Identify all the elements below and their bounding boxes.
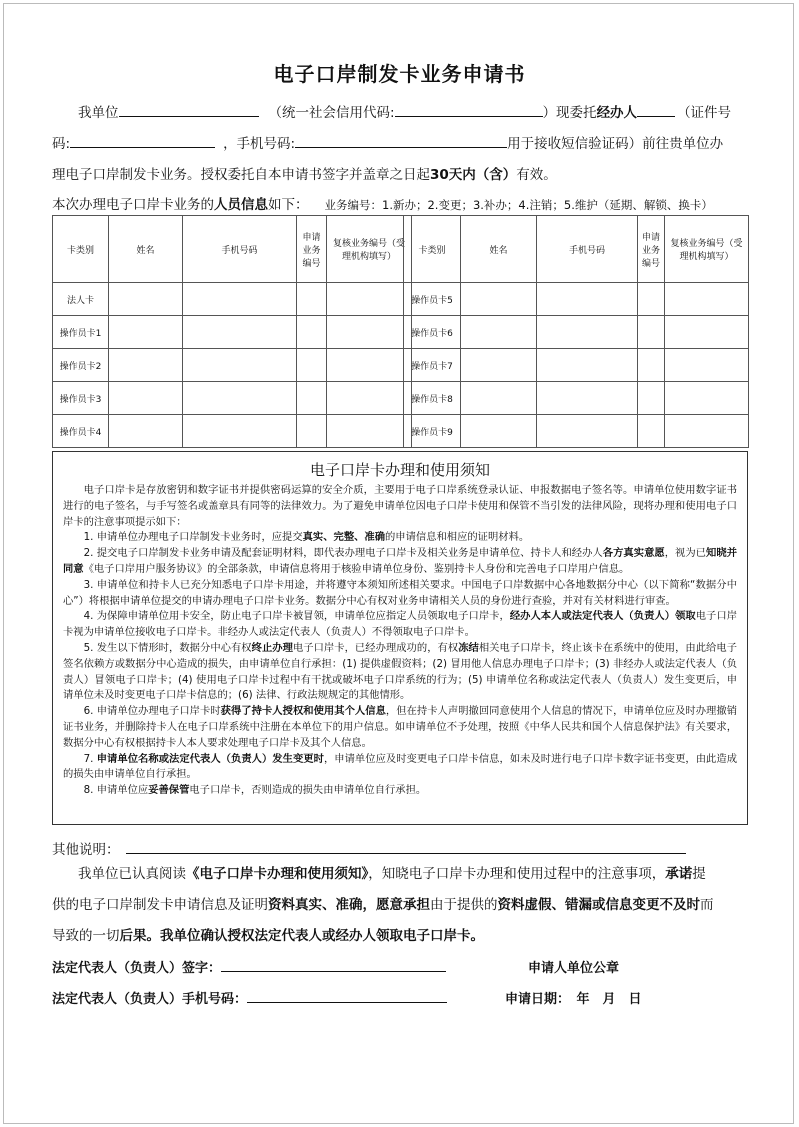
cell-apply[interactable] bbox=[297, 349, 327, 382]
row-label: 操作员卡5 bbox=[404, 283, 461, 316]
notice-box bbox=[52, 451, 748, 825]
cell-phone[interactable] bbox=[183, 349, 297, 382]
rep-phone-field[interactable] bbox=[247, 988, 447, 1003]
cell-apply[interactable] bbox=[638, 349, 665, 382]
rep-signature-field[interactable] bbox=[221, 957, 446, 972]
cell-review[interactable] bbox=[327, 415, 412, 448]
cell-apply[interactable] bbox=[297, 283, 327, 316]
notice-item-7: 7. 申请单位名称或法定代表人（负责人）发生变更时，申请单位应及时变更电子口岸卡信息，如未及时进行电子口岸卡数字证书变更，由此造成的损失由申请单位自行承担。 bbox=[63, 752, 738, 781]
cell-name[interactable] bbox=[461, 283, 537, 316]
cell-apply[interactable] bbox=[297, 382, 327, 415]
header-card-type: 卡类别 bbox=[404, 216, 461, 283]
company-name-field[interactable] bbox=[119, 102, 259, 117]
other-notes-field[interactable] bbox=[126, 839, 686, 854]
cell-apply[interactable] bbox=[297, 316, 327, 349]
intro-line-3: 理电子口岸制发卡业务。授权委托自本申请书签字并盖章之日起30天内（含）有效。 bbox=[52, 167, 557, 183]
notice-item-3: 3. 申请单位和持卡人已充分知悉电子口岸卡用途，并将遵守本须知所述相关要求。中国电子口岸数据中心各地数据分中心（以下简称“数据分中心”）将根据申请单位提交的申请办理电子口岸卡业务。数据分中心有权对业务申请相关人员的身份进行查验，并对有关材料进行审查。 bbox=[63, 578, 737, 607]
apply-date: 申请日期： 年 月 日 bbox=[505, 992, 642, 1007]
row-label: 操作员卡8 bbox=[404, 382, 461, 415]
cell-review[interactable] bbox=[665, 283, 749, 316]
cell-name[interactable] bbox=[109, 415, 183, 448]
other-notes: 其他说明： bbox=[52, 838, 686, 858]
row-label: 操作员卡4 bbox=[53, 415, 109, 448]
row-label: 操作员卡3 bbox=[53, 382, 109, 415]
header-name: 姓名 bbox=[461, 216, 537, 283]
cell-apply[interactable] bbox=[638, 382, 665, 415]
cell-apply[interactable] bbox=[638, 283, 665, 316]
cell-name[interactable] bbox=[461, 382, 537, 415]
cell-phone[interactable] bbox=[537, 382, 638, 415]
declaration-line-1: 我单位已认真阅读《电子口岸卡办理和使用须知》，知晓电子口岸卡办理和使用过程中的注意事项，承诺提 bbox=[78, 866, 706, 882]
company-seal-label: 申请人单位公章 bbox=[528, 961, 620, 976]
declaration-line-2: 供的电子口岸制发卡申请信息及证明资料真实、准确，愿意承担由于提供的资料虚假、错漏或信息变更不及时而 bbox=[52, 897, 714, 913]
cell-phone[interactable] bbox=[537, 349, 638, 382]
cell-phone[interactable] bbox=[183, 382, 297, 415]
row-label: 法人卡 bbox=[53, 283, 109, 316]
header-card-type: 卡类别 bbox=[53, 216, 109, 283]
intro-line-1: 我单位 （统一社会信用代码: ）现委托经办人 （证件号 bbox=[78, 101, 731, 121]
cell-phone[interactable] bbox=[183, 316, 297, 349]
intro-line-4: 本次办理电子口岸卡业务的人员信息如下： 业务编号：1.新办；2.变更；3.补办；4.注销；5.维护（延期、解锁、换卡） bbox=[52, 197, 713, 213]
cell-apply[interactable] bbox=[638, 415, 665, 448]
id-number-field[interactable] bbox=[70, 133, 215, 148]
cell-review[interactable] bbox=[665, 349, 749, 382]
notice-item-5: 5. 发生以下情形时，数据分中心有权终止办理电子口岸卡，已经办理成功的，有权冻结相关电子口岸卡，终止该卡在系统中的使用，由此给电子签名依赖方或数据分中心造成的损失，由申请单位自行承担：(1) 提供虚假资料；(2) 冒用他人信息办理电子口岸卡；(3) 非经办人或法定代表人（负责人）冒领电子口岸卡；(4) 使用电子口岸卡过程中有干扰或破坏电子口岸系统的行为；(5) 申请单位名称或法定代表人（负责人）发生变更后，申请单位未及时变更电子口岸卡信息的；(6) 法律、行政法规规定的其他情形。 bbox=[63, 641, 738, 702]
cell-phone[interactable] bbox=[537, 283, 638, 316]
header-name: 姓名 bbox=[109, 216, 183, 283]
header-apply-code: 申请业务编号 bbox=[297, 216, 327, 283]
notice-item-1: 1. 申请单位办理电子口岸制发卡业务时，应提交真实、完整、准确的申请信息和相应的证明材料。 bbox=[83, 531, 530, 544]
cell-apply[interactable] bbox=[297, 415, 327, 448]
row-label: 操作员卡1 bbox=[53, 316, 109, 349]
notice-item-8: 8. 申请单位应妥善保管电子口岸卡，否则造成的损失由申请单位自行承担。 bbox=[83, 784, 427, 797]
header-review-code: 复核业务编号（受理机构填写） bbox=[665, 216, 749, 283]
cell-phone[interactable] bbox=[537, 415, 638, 448]
notice-title: 电子口岸卡办理和使用须知 bbox=[309, 461, 490, 479]
row-label: 操作员卡7 bbox=[404, 349, 461, 382]
rep-phone: 法定代表人（负责人）手机号码： bbox=[52, 988, 447, 1007]
notice-item-2: 2. 提交电子口岸制发卡业务申请及配套证明材料，即代表办理电子口岸卡及相关业务是申请单位、持卡人和经办人各方真实意愿，视为已知晓并同意《电子口岸用户服务协议》的全部条款，申请信息将用于核验申请单位身份、鉴别持卡人身份和完善电子口岸用户信息。 bbox=[63, 547, 737, 575]
card-table-right bbox=[403, 215, 749, 448]
notice-item-4: 4. 为保障申请单位用卡安全，防止电子口岸卡被冒领，申请单位应指定人员领取电子口岸卡，经办人本人或法定代表人（负责人）领取电子口岸卡视为申请单位接收电子口岸卡。非经办人或法定代表人（负责人）不得领取电子口岸卡。 bbox=[63, 610, 738, 639]
rep-signature: 法定代表人（负责人）签字： bbox=[52, 957, 446, 976]
header-review-code: 复核业务编号（受理机构填写） bbox=[327, 216, 412, 283]
cell-name[interactable] bbox=[461, 415, 537, 448]
card-table-left bbox=[52, 215, 412, 448]
cell-name[interactable] bbox=[461, 349, 537, 382]
cell-review[interactable] bbox=[665, 316, 749, 349]
cell-review[interactable] bbox=[327, 382, 412, 415]
row-label: 操作员卡6 bbox=[404, 316, 461, 349]
declaration-line-3: 导致的一切后果。我单位确认授权法定代表人或经办人领取电子口岸卡。 bbox=[52, 928, 484, 944]
cell-phone[interactable] bbox=[183, 415, 297, 448]
cell-name[interactable] bbox=[109, 316, 183, 349]
notice-body bbox=[53, 480, 747, 799]
cell-review[interactable] bbox=[665, 415, 749, 448]
intro-line-2: 码: ，手机号码: 用于接收短信验证码）前往贵单位办 bbox=[52, 132, 723, 152]
cell-name[interactable] bbox=[109, 283, 183, 316]
cell-phone[interactable] bbox=[537, 316, 638, 349]
header-apply-code: 申请业务编号 bbox=[638, 216, 665, 283]
phone-field[interactable] bbox=[295, 133, 507, 148]
cell-name[interactable] bbox=[109, 349, 183, 382]
notice-item-6: 6. 申请单位办理电子口岸卡时获得了持卡人授权和使用其个人信息，但在持卡人声明撤回同意使用个人信息的情况下，申请单位应及时办理撤销证书业务，并删除持卡人在电子口岸系统中注册在本单位下的用户信息。如申请单位不予处理，按照《中华人民共和国个人信息保护法》有关要求，数据分中心有权根据持卡人本人要求处理电子口岸卡及其个人信息。 bbox=[63, 705, 738, 749]
cell-review[interactable] bbox=[327, 316, 412, 349]
cell-review[interactable] bbox=[327, 349, 412, 382]
cell-review[interactable] bbox=[327, 283, 412, 316]
header-phone: 手机号码 bbox=[537, 216, 638, 283]
row-label: 操作员卡2 bbox=[53, 349, 109, 382]
credit-code-field[interactable] bbox=[395, 102, 543, 117]
cell-review[interactable] bbox=[665, 382, 749, 415]
page-title: 电子口岸制发卡业务申请书 bbox=[273, 62, 526, 86]
cell-name[interactable] bbox=[109, 382, 183, 415]
agent-name-field[interactable] bbox=[637, 102, 675, 117]
row-label: 操作员卡9 bbox=[404, 415, 461, 448]
cell-phone[interactable] bbox=[183, 283, 297, 316]
cell-apply[interactable] bbox=[638, 316, 665, 349]
notice-intro: 电子口岸卡是存放密钥和数字证书并提供密码运算的安全介质，主要用于电子口岸系统登录认证、申报数据电子签名等。申请单位使用数字证书进行的电子签名，与手写签名或盖章具有同等的法律效力。为了避免申请单位因电子口岸卡使用和保管不当引发的法律风险，现将办理和使用电子口岸卡的注意事项提示如下： bbox=[63, 484, 737, 528]
cell-name[interactable] bbox=[461, 316, 537, 349]
header-phone: 手机号码 bbox=[183, 216, 297, 283]
